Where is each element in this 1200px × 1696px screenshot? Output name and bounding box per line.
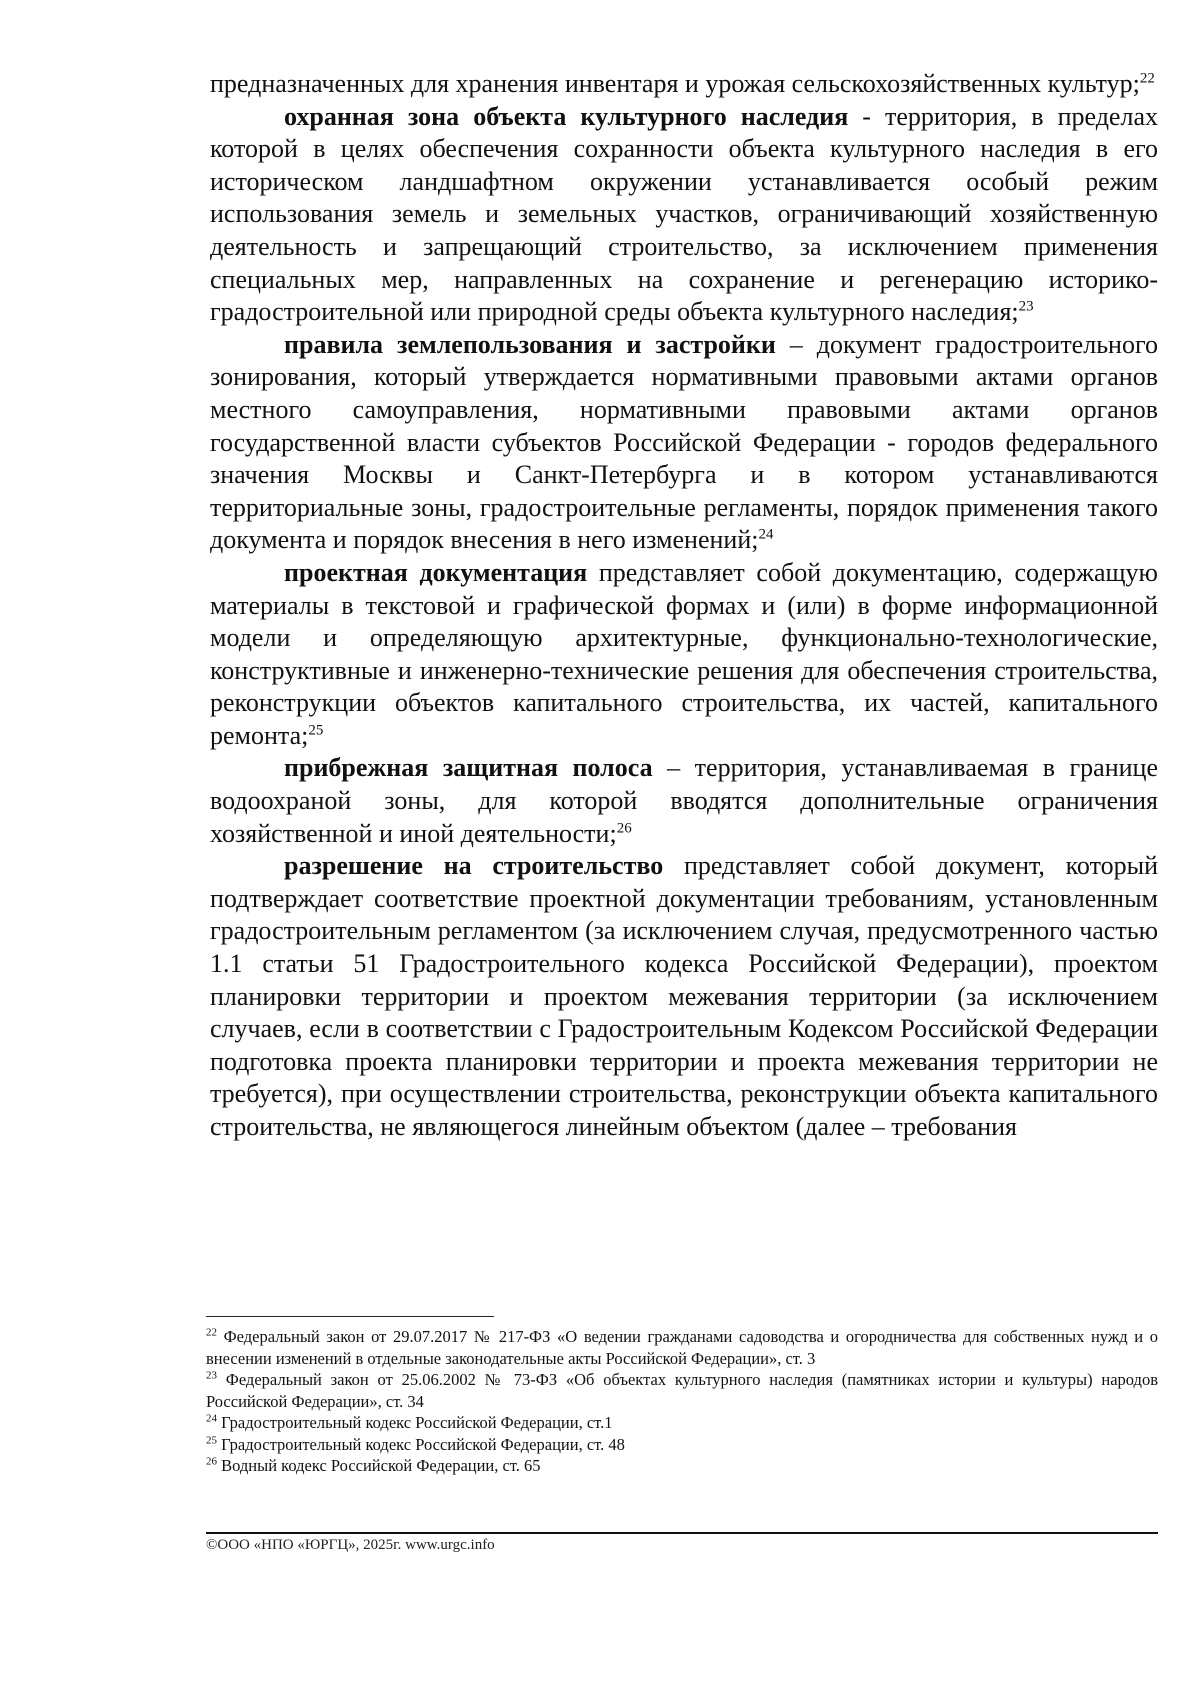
body-text [210,68,1158,1144]
definition-text: - территория, в пределах которой в целях обеспечения сохранности объекта культурного наследия в его историческом ландшафтном окружении устанавливается особый режим использования земель и земельных участков, ограничивающий хозяйственную деятельность и запрещающий строительство, за исключением применения специальных мер, направленных на сохранение и регенерацию историко-градостроительной или природной среды объекта культурного наследия; [210,101,1158,327]
footnote-text: Водный кодекс Российской Федерации, ст. 65 [217,1456,541,1475]
footnote-number: 23 [206,1369,217,1382]
defined-term: проектная документация [284,557,588,587]
defined-term: охранная зона объекта культурного наследия [284,101,849,131]
footnote [206,1412,1158,1434]
definition-text: – документ градостроительного зонирования, который утверждается нормативными правовыми актами органов местного самоуправления, нормативными правовыми актами органов государственной власти субъектов Российской Федерации - городов федерального значения Москвы и Санкт-Петербурга и в котором устанавливаются территориальные зоны, градостроительные регламенты, порядок применения такого документа и порядок внесения в него изменений; [210,329,1158,555]
footnote [206,1434,1158,1456]
footnotes [206,1326,1158,1477]
footnote-text: Федеральный закон от 25.06.2002 № 73-ФЗ «Об объектах культурного наследия (памятниках истории и культуры) народов Российской Федерации», ст. 34 [206,1370,1158,1411]
footnote-number: 24 [206,1412,217,1425]
definition-paragraph [210,752,1158,850]
definition-text: – территория, устанавливаемая в границе водоохраной зоны, для которой вводятся дополнительные ограничения хозяйственной и иной деятельности; [210,753,1159,848]
footer-separator [206,1532,1158,1534]
footnote-text: Градостроительный кодекс Российской Федерации, ст.1 [217,1413,613,1432]
footnote-text: Градостроительный кодекс Российской Федерации, ст. 48 [217,1434,625,1454]
page-footer: ©ООО «НПО «ЮРГЦ», 2025г. www.urgc.info [206,1537,495,1553]
footnote-number: 22 [206,1326,217,1339]
paragraph-text: предназначенных для хранения инвентаря и урожая сельскохозяйственных культур; [210,69,1140,98]
definition-text: представляет собой документ, который подтверждает соответствие проектной документации требованиям, установленным градостроительным регламентом (за исключением случая, предусмотренного частью 1.1 статьи 51 Градостроительного кодекса Российской Федерации), проектом планировки территории и проектом межевания территории (за исключением случаев, если в соответствии с Градостроительным Кодексом Российской Федерации подготовка проекта планировки территории и проекта межевания территории не требуется), при осуществлении строительства, реконструкции объекта капитального строительства, не являющегося линейным объектом (далее – требования [210,851,1158,1141]
definition-paragraph [210,557,1158,753]
paragraph-continuation [210,68,1158,101]
footnote-ref[interactable]: 25 [308,722,324,739]
footnote-ref[interactable]: 24 [758,526,774,543]
definition-paragraph [210,850,1158,1143]
definition-paragraph [210,101,1158,329]
footnote-separator [206,1316,494,1317]
definition-paragraph [210,329,1158,557]
footnote-text: Федеральный закон от 29.07.2017 № 217-ФЗ «О ведении гражданами садоводства и огородничества для собственных нужд и о внесении изменений в отдельные законодательные акты Российской Федерации», ст. 3 [206,1327,1158,1368]
footnote [206,1326,1158,1369]
defined-term: разрешение на строительство [284,851,664,881]
defined-term: правила землепользования и застройки [284,329,776,359]
definition-text: представляет собой документацию, содержащую материалы в текстовой и графической формах и (или) в форме информационной модели и определяющую архитектурные, функционально-технологические, конструктивные и инженерно-технические решения для обеспечения строительства, реконструкции объектов капитального строительства, их частей, капитального ремонта; [210,557,1158,750]
footnote-ref[interactable]: 23 [1018,298,1034,315]
footnote-number: 26 [206,1455,217,1468]
footnote [206,1455,1158,1477]
footnote-ref[interactable]: 22 [1139,70,1155,87]
defined-term: прибрежная защитная полоса [284,753,653,783]
footnote [206,1369,1158,1412]
footnote-ref[interactable]: 26 [616,820,632,836]
footnote-number: 25 [206,1434,217,1446]
